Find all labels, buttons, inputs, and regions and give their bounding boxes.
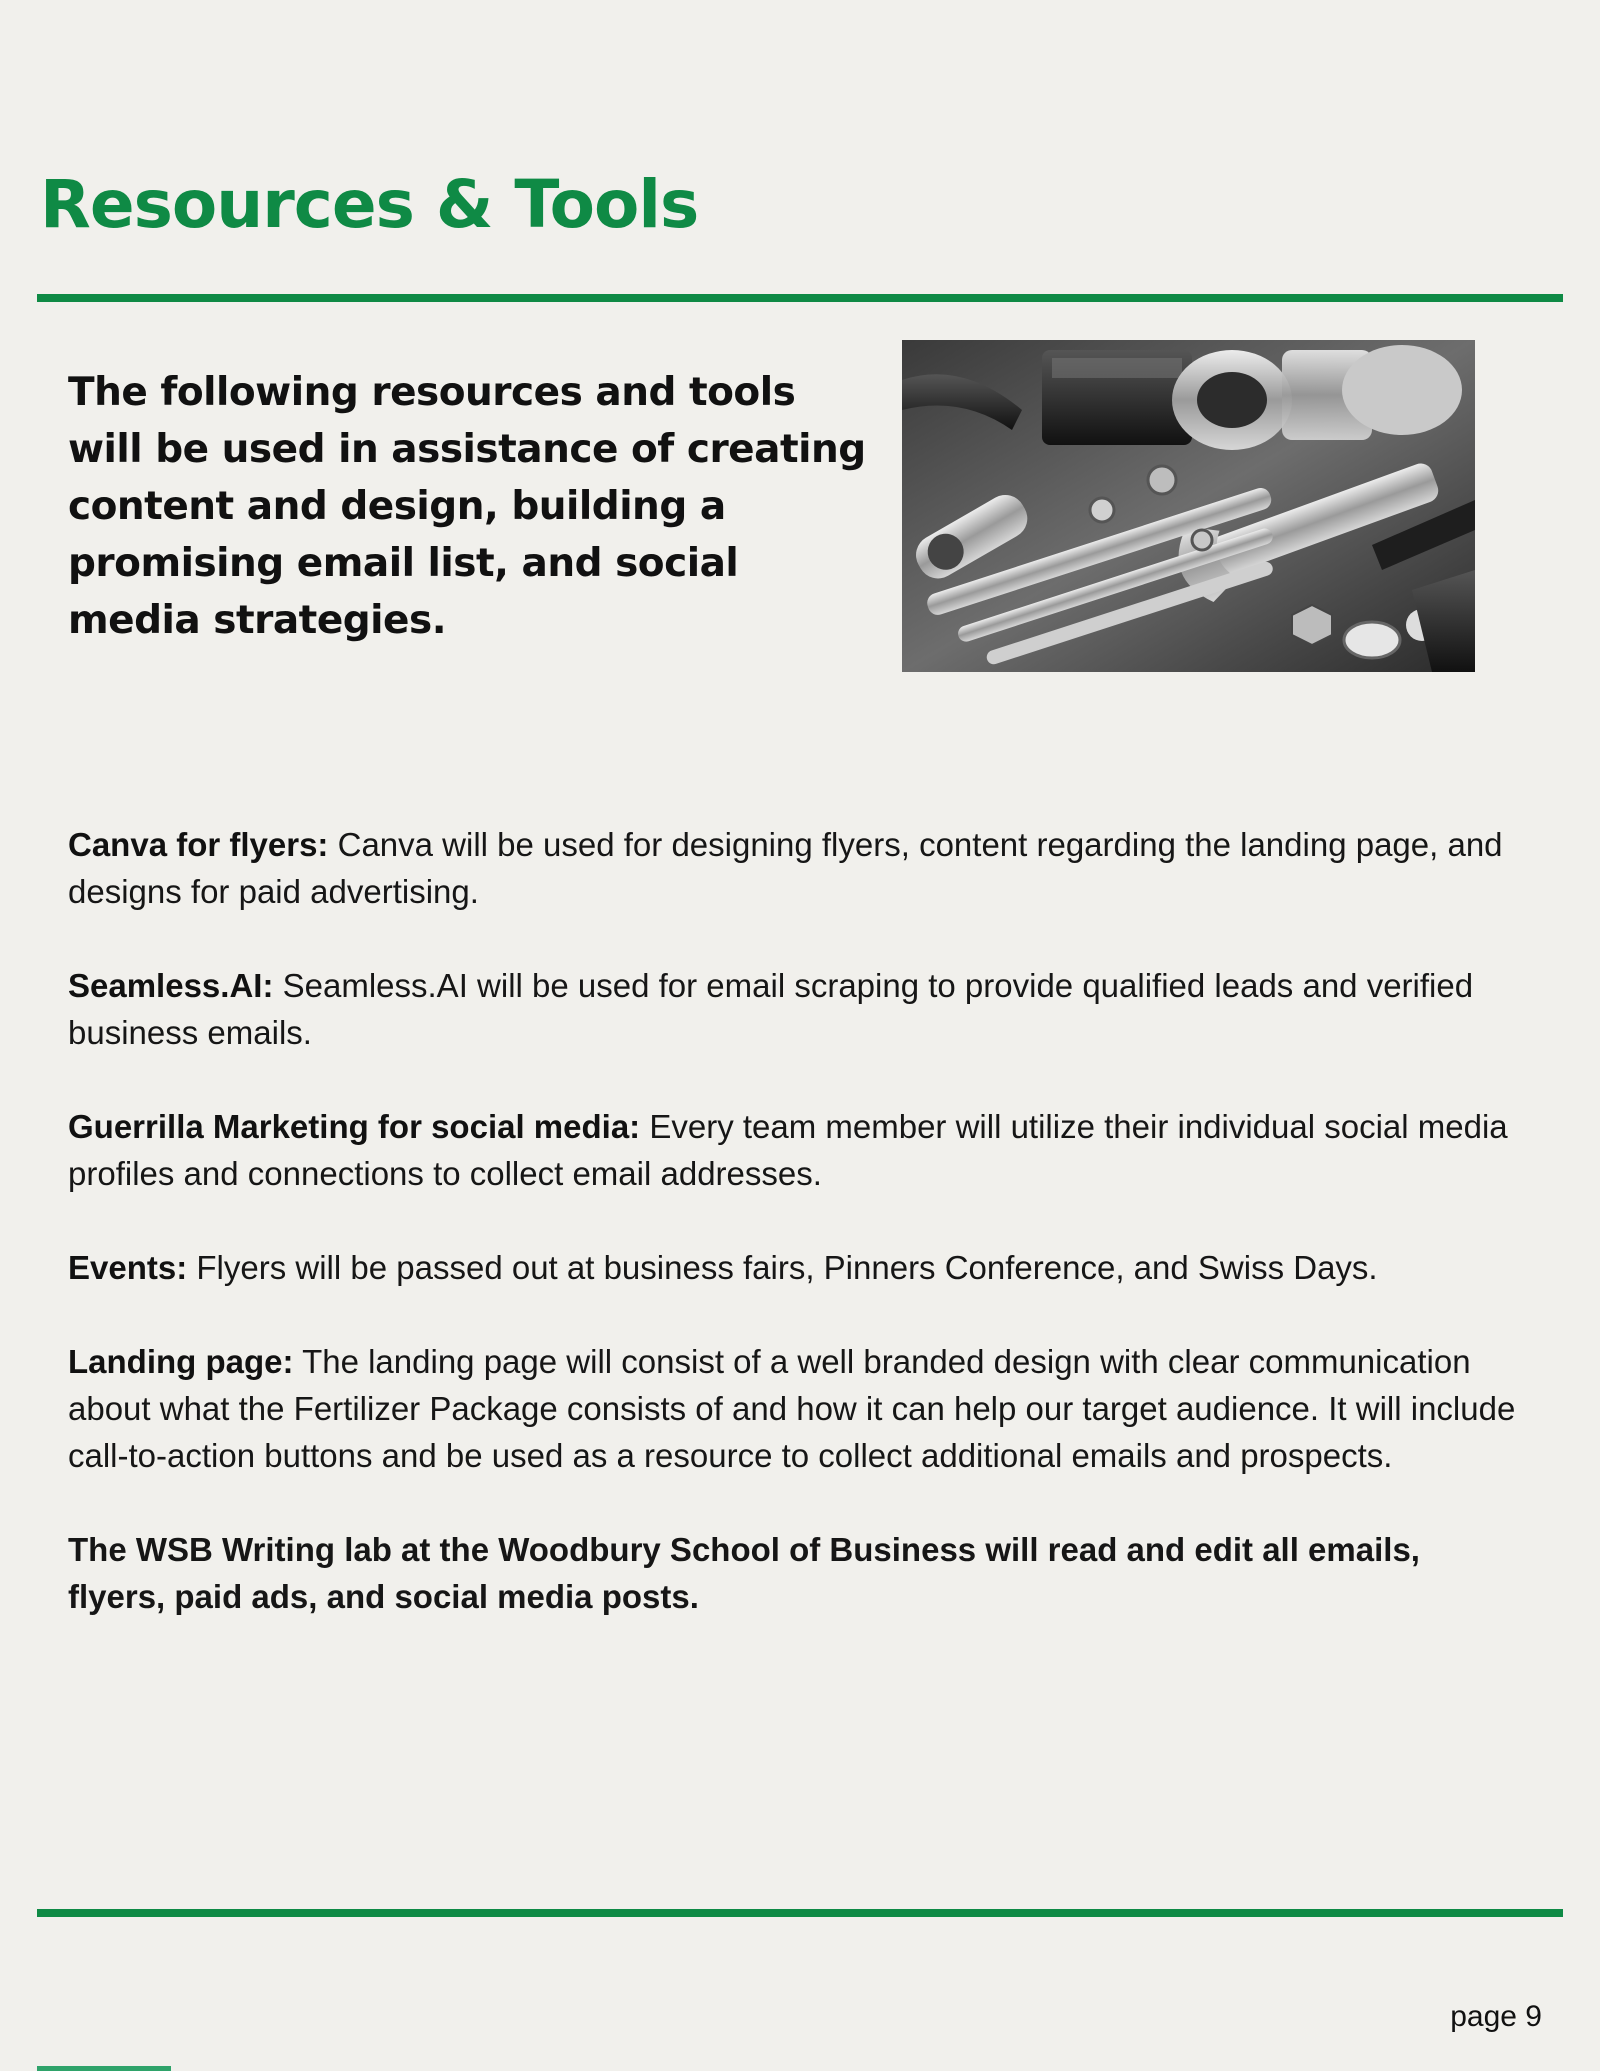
list-item xyxy=(68,1103,1518,1197)
item-text: Flyers will be passed out at business fairs, Pinners Conference, and Swiss Days. xyxy=(187,1249,1378,1286)
tools-photo xyxy=(902,340,1475,672)
item-label: Events: xyxy=(68,1249,188,1286)
item-text: The landing page will consist of a well branded design with clear communication about what the Fertilizer Package consists of and how it can help our target audience. It will include call-to-action buttons and be used as a resource to collect additional emails and prospects. xyxy=(68,1343,1516,1474)
intro-text: The following resources and tools will be used in assistance of creating content and design, building a promising email list, and social media strategies. xyxy=(68,370,866,643)
page-title: Resources & Tools xyxy=(40,166,699,243)
list-item xyxy=(68,962,1518,1056)
tools-photo-icon xyxy=(902,340,1475,672)
item-text: Every team member will utilize their individual social media profiles and connections to collect email addresses. xyxy=(68,1108,1508,1192)
item-text: Canva will be used for designing flyers, content regarding the landing page, and designs for paid advertising. xyxy=(68,826,1503,910)
bottom-divider xyxy=(37,1909,1563,1917)
item-label: Landing page: xyxy=(68,1343,294,1380)
writing-lab-note: The WSB Writing lab at the Woodbury School of Business will read and edit all emails, flyers, paid ads, and social media posts. xyxy=(68,1531,1420,1615)
list-item xyxy=(68,1244,1518,1291)
list-item xyxy=(68,1338,1518,1479)
resource-list xyxy=(68,821,1518,1620)
item-label: Canva for flyers: xyxy=(68,826,329,863)
page-number: page 9 xyxy=(1450,2000,1542,2033)
item-text: Seamless.AI will be used for email scraping to provide qualified leads and verified business emails. xyxy=(68,967,1474,1051)
item-label: Seamless.AI: xyxy=(68,967,274,1004)
item-label: Guerrilla Marketing for social media: xyxy=(68,1108,641,1145)
list-item xyxy=(68,821,1518,915)
top-divider xyxy=(37,294,1563,302)
corner-accent xyxy=(37,2066,171,2071)
